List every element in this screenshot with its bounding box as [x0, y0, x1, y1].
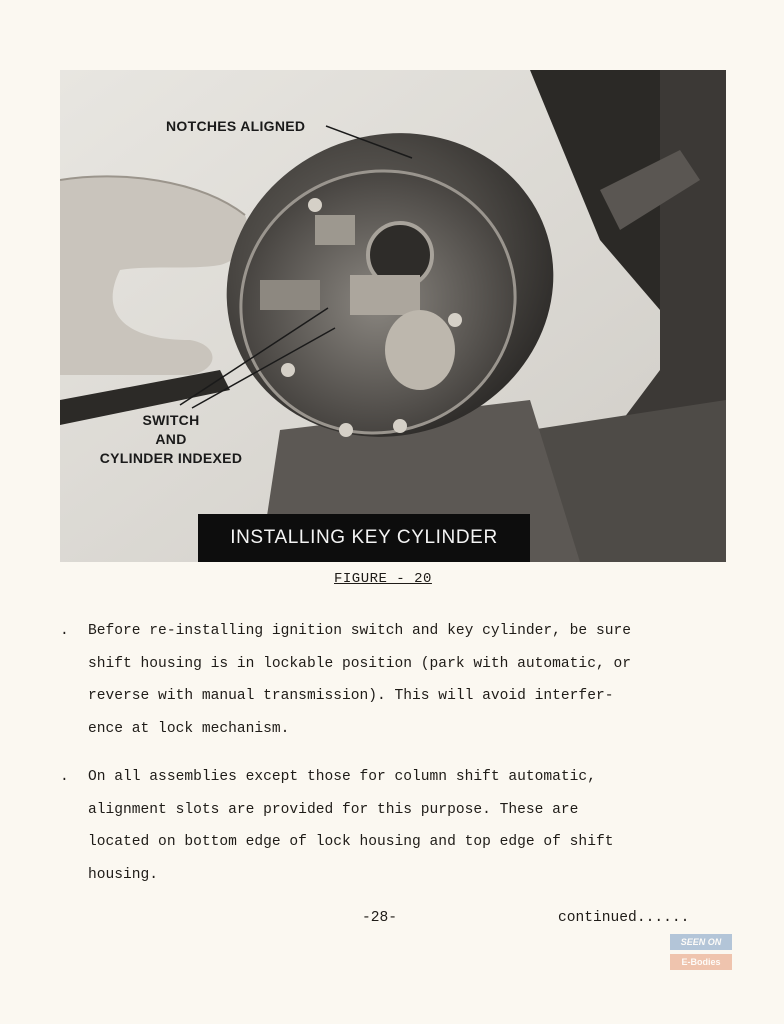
watermark-logo	[670, 934, 732, 972]
paragraph-line: ence at lock mechanism.	[88, 720, 290, 737]
watermark-line: SEEN ON	[670, 934, 732, 950]
callout-switch-cylinder-indexed	[96, 411, 246, 468]
paragraph-line: housing.	[88, 866, 159, 883]
bullet-paragraph-1	[60, 615, 730, 745]
figure-label: FIGURE - 20	[334, 571, 432, 587]
callout-notches-aligned: NOTCHES ALIGNED	[166, 118, 306, 134]
callout-line: CYLINDER INDEXED	[99, 450, 243, 466]
paragraph-line: reverse with manual transmission). This will avoid interfer-	[88, 688, 614, 704]
bullet-marker: .	[60, 769, 69, 785]
bullet-paragraph-2	[60, 761, 730, 891]
key-cylinder-photo-illustration	[60, 70, 726, 562]
figure-photo	[60, 70, 726, 562]
paragraph-line: Before re-installing ignition switch and key cylinder, be sure	[88, 623, 631, 639]
page-number: -28-	[362, 910, 398, 926]
paragraph-line: located on bottom edge of lock housing and top edge of shift	[88, 834, 614, 850]
paragraph-line: shift housing is in lockable position (park with automatic, or	[88, 655, 631, 672]
continued-note: continued......	[558, 910, 690, 926]
paragraph-line: alignment slots are provided for this purpose. These are	[88, 801, 579, 818]
callout-line: SWITCH	[142, 412, 200, 428]
bullet-marker: .	[60, 623, 69, 639]
figure-title-band: INSTALLING KEY CYLINDER	[198, 514, 530, 562]
watermark-line: E-Bodies	[670, 954, 732, 970]
paragraph-line: On all assemblies except those for column shift automatic,	[88, 769, 596, 785]
callout-line: AND	[155, 431, 187, 447]
